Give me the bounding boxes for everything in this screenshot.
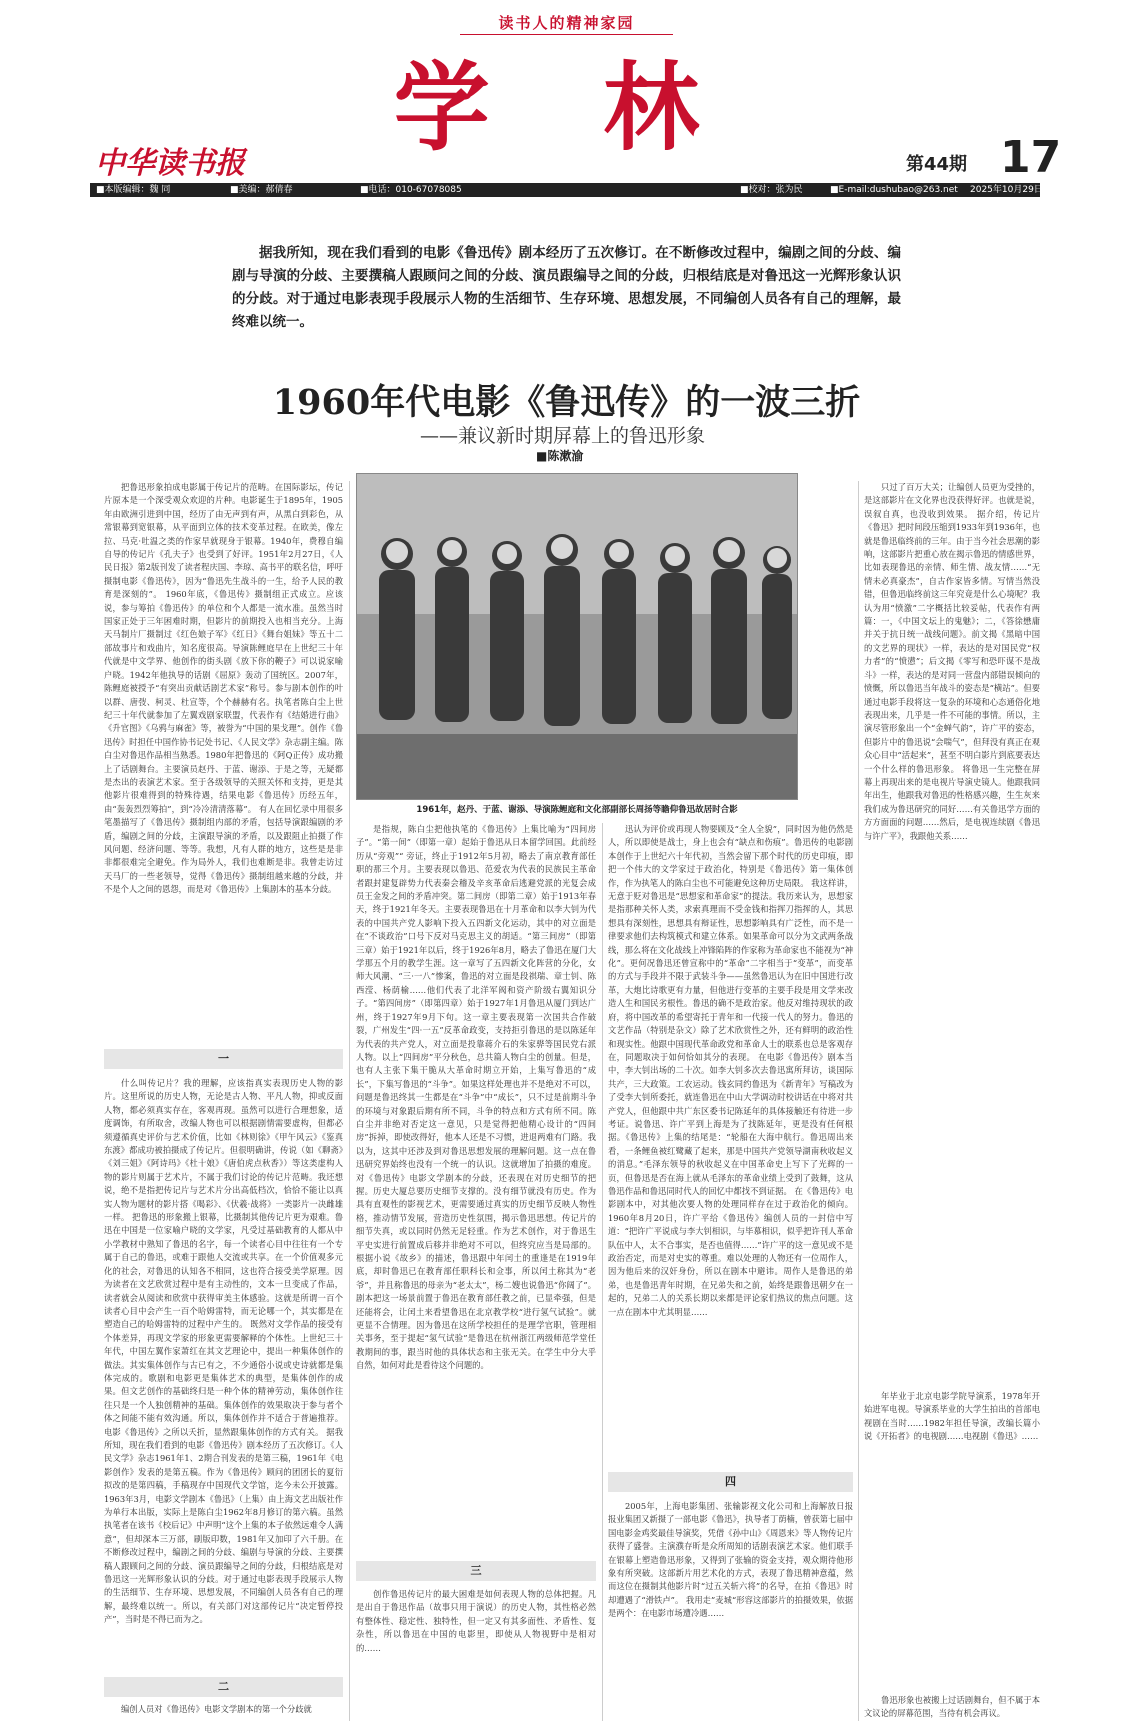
article-lead: 据我所知，现在我们看到的电影《鲁迅传》剧本经历了五次修订。在不断修改过程中，编剧之间的分歧、编剧与导演的分歧、主要撰稿人跟顾问之间的分歧、演员跟编导之间的分歧，归根结底是对鲁迅这一光辉形象认识的分歧。对于通过电影表现手段展示人物的生活细节、生存环境、思想发展，不同编创人员各有自己的理解，最终难以统一。 xyxy=(232,245,901,330)
section-heading-2: 二 xyxy=(104,1677,343,1697)
column-rule xyxy=(602,823,603,1721)
art-editor-credit: ■美编：郝倩春 xyxy=(230,185,293,195)
column-1-middle xyxy=(104,1077,343,1670)
paragraph: 编创人员对《鲁迅传》电影文学剧本的第一个分歧就 xyxy=(121,1704,312,1714)
photo-image xyxy=(357,474,797,799)
section-title: 学 林 xyxy=(393,51,740,164)
column-rule xyxy=(858,481,859,1721)
column-slogan: 读书人的精神家园 xyxy=(498,14,635,32)
slogan-divider xyxy=(460,34,673,35)
article-subtitle: ——兼议新时期屏幕上的鲁迅形象 xyxy=(420,425,706,447)
column-4-middle xyxy=(864,1390,1040,1690)
column-1-top xyxy=(104,481,343,1036)
newspaper-logo: 中华读书报 xyxy=(95,146,245,181)
email-credit: ■E-mail:dushubao@263.net xyxy=(830,185,958,195)
section-heading-4: 四 xyxy=(608,1472,853,1492)
paragraph: 迅认为评价或再现人物要顾及“全人全貌”，同时因为他仍然是人，所以即使是战士，身上也会有“缺点和伤痕”。鲁迅传的电影剧本创作于上世纪六十年代初，当然会留下那个时代的历史印痕，即把一个伟大的文学家过于政治化，特别是《鲁迅传》第一集体创作，作为执笔人的陈白尘也不可能避免这种历史局限。 我这样讲，无意于贬对鲁迅是“思想家和革命家”的提法。我历来认为，思想家是指那种关怀人类，求索真理而不受金钱和指挥刀指挥的人，其思想具有深刻性，思想具有辩证性，思想影响具有广泛性，而不是一律要求他们去构筑模式和建立体系。如果革命可以分为文武两条战线，那么将在文化战线上冲锋陷阵的作家称为革命家也不能视为“神化”。更何况鲁迅还曾宣称中的“革命”二字相当于“变革”，而变革的方式与手段并不限于武装斗争——虽然鲁迅认为在旧中国进行改革，大炮比诗歌更有力量，但他进行变革的主要手段是用文学来改造人生和国民劣根性。鲁迅的确不是政治家。他反对维持现状的政府，将中国改革的希望寄托于青年和一代接一代人的努力。鲁迅的文艺作品（特别是杂文）除了艺术欣赏性之外，还有鲜明的政治性和现实性。他跟中国现代革命政党和革命人士的联系也总是客观存在，同题取决于如何恰如其分的表现。 在电影《鲁迅传》剧本当中，李大钊出场的二十次。如李大钊多次去鲁迅寓所拜访，谈国际共产，三大政策。工农运动。钱玄同约鲁迅为《新青年》写稿改为了受李大钊所委托，就连鲁迅在中山大学调动时校讲话在中将对共产党人，但他跟中共广东区委书记陈延年的具体接触还有待进一步考证。说鲁迅、许广平到上海是为了找陈延年，更是没有任何根据。《鲁迅传》上集的结尾是：“轮船在大海中航行。鲁迅周出来看，一条鲤鱼被红鹭藏了起来，那是中国共产党领导湖南秋收起义的消息。”毛泽东领导的秋收起义在中国革命史上写下了光辉的一页，但鲁迅是否在海上就从毛泽东的革命业绩上受到了鼓舞，这从鲁迅作品和鲁迅同时代人的回忆中都找不到证据。 在《鲁迅传》电影剧本中，对其他次要人物的处理同样存在过于政治化的倾向。1960年8月20日，许广平给《鲁迅传》编创人员的一封信中写道：“把许广平说成与李大钊相识，与毕慕相识，似乎把许刊人革命队伍中人，太不合事实，是否也值得……”许广平的这一意见或不是政治否定，而是对史实的尊重。难以处理的人物还有一位周作人，因为他后来的汉奸身份，所以在剧本中避讳。周作人是鲁迅的弟弟，也是鲁迅青年时期，在兄弟失和之前，始终是跟鲁迅朝夕在一起的，兄弟二人的关系长期以来都是评论家们热议的焦点问题。这一点在剧本中尤其明显…… xyxy=(608,824,853,1317)
column-3-bottom xyxy=(608,1500,853,1718)
paragraph: 只过了百万大关；让编创人员更为受挫的，是这部影片在文化界也没获得好评。也就是说，误叙自真，也没收到效果。 据介绍，传记片《鲁迅》把时间段压缩到1933年到1936年，也就是鲁迅临终前的三年。由于当今社会思潮的影响，这部影片把重心放在揭示鲁迅的情感世界，比如表现鲁迅的亲情、师生情、战友情……“无情未必真豪杰”，自古作家皆多情。写情当然没错，但鲁迅临终前这三年究竟是什么心境呢？我认为用“愤激”二字概括比较妥帖，代表作有两篇：一，《中国文坛上的鬼魅》；二，《答徐懋庸并关于抗日统一战线问题》。前文揭《黑暗中国的文艺界的现状》一样，表达的是对国民党“权力者”的“愤懑”；后文揭《零写和恐吓谋不是战斗》一样，表达的是对同一营盘内部错误倾向的愤慨，所以鲁迅当年战斗的姿态是“横站”。但要通过电影手段将这一复杂的环境和心态通俗化地表现出来，几乎是一件不可能的事情。所以，主演尽管形象出一个“金蝉气韵”，许广平的姿态，但影片中的鲁迅说“会喘气”，但拜没有真正在观众心目中“活起来”，甚至不明白影片到底要表达一个什么样的鲁迅形象。 将鲁迅一生完整在屏幕上再现出来的是电视片导演史镜人。他跟我同年出生，他跟我对鲁迅的性格感兴趣，生生灰来我们成为鲁迅研究的同好……有关鲁迅学方面的方方面面的问题……然后，是电视连续剧《鲁迅与许广平》，我跟他关系…… xyxy=(864,482,1040,841)
paragraph: 年毕业于北京电影学院导演系，1978年开始进军电视。导演系毕业的大学生拍出的首部电视剧在当时……1982年担任导演，改编长篇小说《开拓者》的电视剧……电视剧《鲁迅》…… xyxy=(864,1391,1040,1442)
historical-group-photo xyxy=(356,473,798,800)
column-1-bottom xyxy=(104,1703,343,1719)
column-2-bottom xyxy=(356,1588,596,1718)
credits-bar xyxy=(90,183,1043,197)
paragraph: 鲁迅形象也被搬上过话剧舞台，但不属于本文议论的屏幕范围，当待有机会再议。 xyxy=(864,1695,1040,1719)
issue-date: 2025年10月29日 xyxy=(970,185,1043,195)
paragraph: 创作鲁迅传记片的最大困难是如何表现人物的总体把握。凡是出自于鲁迅作品（故事只用于演说）的历史人物，其性格必然有整体性、稳定性、独特性，但一定又有其多面性、矛盾性、复杂性，所以鲁迅在中国的电影里，即使从人物视野中是相对的…… xyxy=(356,1589,596,1653)
paragraph: 什么叫传记片？我的理解，应该指真实表现历史人物的影片。这里所说的历史人物，无论是古人物、平凡人物，抑或反面人物，都必须真实存在，客观再现。虽然可以进行合理想象，适度调饰，有所取舍，改编人物也可以根据剧情需要虚构，但都必须遵循真史评价与艺术价值，比如《林则徐》《甲午风云》《鉴真东渡》都成功被拍摄成了传记片。但很明确讲，传说（如《聊斋》《刘三姐》《阿诗玛》《杜十娘》《唐伯虎点秋香》）等这类虚构人物的影片则属于艺术片，不属于我们讨论的传记片范畴。我还想说，绝不是指把传记片与艺术片分出高低档次，恰恰不能让以真实人物为题材的影片搭《喝彩》、《伏羲·战将》一类影片一决雌雄一样。 把鲁迅的形象搬上银幕，比摄制其他传记片更为艰难。鲁迅在中国是一位家喻户晓的文学家，凡受过基础教育的人都从中小学教材中熟知了鲁迅的名字，每一个读者心目中往往有一个专属于自己的鲁迅，或难于跟他人交流或共享。在一个价值观多元化的社会，对鲁迅的认知各不相同，这也符合接受美学原理。因为读者在文艺欣赏过程中是有主动性的，文本一旦变成了作品，读者就会从阅读和欣赏中获得审美主体感验。这就是所谓一百个读者心目中会产生一百个哈姆雷特，而无论哪一个，其实都是在塑造自己的哈姆雷特的过程中产生的。 既然对文学作品的接受有个体差异，再现文学家的形象更需要解释的个体性。上世纪三十年代，中国左翼作家萧红在其文艺理论中，提出一种集体创作的做法。其实集体创作与古已有之，不少通俗小说或史诗就都是集体完成的。歌剧和电影更是集体艺术的典型，是集体创作的成果。但文艺创作的基础终归是一种个体的精神劳动，集体创作往往只是一个人独创精神的基础。集体创作的效果取决于参与者个体之间能不能有效沟通。所以，集体创作并不适合于普遍推荐。电影《鲁迅传》之所以夭折，显然跟集体创作的方式有关。 据我所知，现在我们看到的电影《鲁迅传》剧本经历了五次修订。《人民文学》杂志1961年1、2期合刊发表的是第三稿，1961年《电影创作》发表的是第五稿。作为《鲁迅传》顾问的团团长的夏衍拟改的是第四稿，手稿现存中国现代文学馆，迄今未公开披露。1963年3月，电影文学剧本《鲁迅》（上集）由上海文艺出版社作为单行本出版，实际上是陈白尘1962年8月修订的第六稿。虽然执笔者在该书《校后记》中声明“这个上集的本子依然远难令人满意”，但却深本三万部，刷版印数，1981年又加印了六千册。在不断修改过程中，编剧之间的分歧、编剧与导演的分歧、主要撰稿人跟顾问之间的分歧、演员跟编导之间的分歧，归根结底是对鲁迅这一光辉形象认识的分歧。对于通过电影表现手段展示人物的生活细节、生存环境、思想发展，不同编创人员各有自己的理解，最终难以统一。所以，有关部门对这部传记片“决定暂停投产”，当时是不得已而为之。 xyxy=(104,1078,343,1625)
paragraph: 2005年，上海电影集团、张输影视文化公司和上海解放日报报业集团又新摄了一部电影《鲁迅》，执导者丁荫楠，曾获第七届中国电影金鸡奖最佳导演奖，凭借《孙中山》《周恩来》等人物传记片获得了盛誉。主演濮存昕是众所周知的话剧表演艺术家。他们联手在银幕上塑造鲁迅形象，又得到了张输的资金支持，观众期待他形象有所突破。这部新片用艺术化的方式，表现了鲁迅精神意蕴，然而这位在摄制其他影片时“过五关斩六将”的名导，在拍《鲁迅》时却遭遇了“滑铁卢”。 我用走”麦城“形容这部影片的拍摄效果，依据是两个：在电影市场遭冷遇…… xyxy=(608,1501,853,1619)
column-4-top xyxy=(864,481,1040,1381)
issue-number: 第44期 xyxy=(906,154,968,175)
section-heading-3: 三 xyxy=(356,1561,596,1581)
photo-caption: 1961年，赵丹、于蓝、谢添、导演陈鲤庭和文化部副部长周扬等瞻仰鲁迅故居时合影 xyxy=(416,805,738,815)
column-2-top xyxy=(356,823,596,1553)
article-author: ■陈漱渝 xyxy=(536,449,584,463)
column-4-bottom xyxy=(864,1694,1040,1721)
section-heading-1: 一 xyxy=(104,1049,343,1069)
column-rule xyxy=(349,481,350,1721)
phone-credit: ■电话：010-67078085 xyxy=(360,185,462,195)
paragraph: 把鲁迅形象拍成电影属于传记片的范畴。在国际影坛，传记片原本是一个深受观众欢迎的片种。电影诞生于1895年，1905年由欧洲引进到中国，经历了由无声到有声，从黑白到彩色，从常银幕到宽银幕，从平面到立体的技术变革过程。在欧美，像左拉、马克·吐温之类的作家早就现身于银幕。1940年，费穆自编自导的传记片《孔夫子》也受到了好评。1951年2月27日，《人民日报》第2版刊发了读者程庆国、李琼、高书平的联名信，呼吁摄制电影《鲁迅传》，因为“鲁迅先生战斗的一生，给予人民的教育是深刻的”。 1960年底，《鲁迅传》摄制组正式成立。应该说，参与筹拍《鲁迅传》的单位和个人都是一流水准。虽然当时国家正处于三年困难时期，但影片的前期投入也相当充分。上海天马制片厂摄制过《红色娘子军》《红日》《舞台姐妹》等五十二部故事片和戏曲片，知名度很高。导演陈鲤庭早在上世纪三十年代就是中文学界、他创作的街头剧《放下你的鞭子》可以说家喻户晓。1942年他执导的话剧《屈原》轰动了国统区。2007年，陈鲤庭被授予“有突出贡献话剧艺术家”称号。参与剧本创作的叶以群、唐弢、柯灵、杜宣等，个个赫赫有名。执笔者陈白尘上世纪三十年代就参加了左翼戏剧家联盟，代表作有《结婚进行曲》《升官图》《乌鸦与麻雀》等，被誉为“中国的果戈理”。创作《鲁迅传》时担任中国作协书记处书记、《人民文学》杂志副主编。陈白尘对鲁迅作品相当熟悉。1980年把鲁迅的《阿Q正传》成功搬上了话剧舞台。主要演员赵丹、于蓝、谢添、于是之等，无疑都是杰出的表演艺术家。至于各级领导的关照关怀和支持，更是其他影片很难得到的特殊待遇，结果电影《鲁迅传》历经五年，由“轰轰烈烈筹拍”，到“冷冷清清落幕”。 有人在回忆录中用很多笔墨描写了《鲁迅传》摄制组内部的矛盾，包括导演跟编剧的矛盾，编剧之间的分歧，主演跟导演的矛盾，以及跟阻止拍摄了作风问题、经济问题、等等。我想，凡有人群的地方，这些是是非非都很难完全避免。作为局外人，我们也难断是非。我曾走访过天马厂的一些老领导，觉得《鲁迅传》摄制组越来越的分歧，并不是个人之间的恩怨，而是对《鲁迅传》上集剧本的基本分歧。 xyxy=(104,482,343,895)
paragraph: 是指规，陈白尘把他执笔的《鲁迅传》上集比喻为“四间房子”。“第一间”（即第一章）起始于鲁迅从日本留学回国。此前经历从“旁观”“ 旁证，终止于1912年5月初，略去了南京教育部任职的那三个月。主要表现以鲁迅、范爱农为代表的民族民主革命者跟封建复辟势力代表秦会稽及辛亥革命后逃避党派的光复会成员王金发之间的矛盾冲突。第二间房（即第二章）始于1913年春天，终于1921年冬天。主要表现鲁迅在十月革命和以李大钊为代表的中国共产党人影响下投入五四新文化运动，其中的对立面是在“不谈政治”口号下反对马克思主义的胡适。“第三间房”（即第三章）始于1921年以后，终于1926年8月，略去了鲁迅在厦门大学那五个月的教学生涯。这一章写了五四新文化阵营的分化，女师大风潮、“三·一八”惨案，鲁迅的对立面是段祺瑞、章士钊、陈西滢、杨荫榆……他们代表了北洋军阀和资产阶级右翼知识分子。“第四间房”（即第四章）始于1927年1月鲁迅从厦门到达广州，终于1927年9月下旬。这一章主要表现第一次国共合作破裂，广州发生“四·一五”反革命政变，支持拒引鲁迅的是以陈延年为代表的共产党人，对立面是投靠蒋介石的朱家骅等国民党右派人物。以上“四间房”平分秋色，总共篇人物白尘的创量。但是，也有人主张下集干脆从大革命时期立开始，上集写鲁迅的“成长”，下集写鲁迅的“斗争”。如果这样处理也并不是绝对不可以，问题是鲁迅终其一生都是在“斗争”中“成长”，只不过是前期斗争的环境与对象跟后期有所不同，斗争的特点和方式有所不同。陈白尘并非绝对否定这一意见，只是觉得把他精心设计的“四间房”拆掉，即使改得好，他本人还是不习惯，进退两难有门路。我以为，这其中还涉及到对鲁迅思想发展的理解问题。这一点在鲁迅研究界始终也没有一个统一的认识。这就增加了拍摄的难度。 对《鲁迅传》电影文学剧本的分歧，还表现在对历史细节的把握。历史大厦总要历史细节支撑的。没有细节就没有历史。作为具有直观性的影视艺术，更需要通过真实的历史细节反映人物性格，推动情节发展，营造历史性氛围，揭示鲁迅思想。传记片的细节失真，或以同时仍然无足轻重。作为艺术创作，对于鲁迅生平史实进行前置成后移并非绝对不可以，但终究应当是局部的。根据小说《故乡》的描述，鲁迅跟中年闰土的重逢是在1919年底，却时鲁迅已在教育部任职科长和佥事，所以闰土称其为“老爷”，并且称鲁迅的母亲为“老太太”，杨二嫂也说鲁迅“你阔了”。剧本把这一场景前置于鲁迅在教育部任教之前，已显牵强，但是还能将会，让闰土来看望鲁迅在北京教学校“进行氢气试验”。就更显不合情理。因为鲁迅在这所学校担任的是理学官职，管理相关事务，至于提起“氢气试验”是鲁迅在杭州浙江两级师范学堂任教期间的事，跟当时他的具体状态和主张无关。在学生中分大乎自然，如何对此是看待这个问题的。 xyxy=(356,824,596,1371)
proof-credit: ■校对：张为民 xyxy=(740,185,803,195)
article-title: 1960年代电影《鲁迅传》的一波三折 xyxy=(272,382,861,423)
column-3-top xyxy=(608,823,853,1465)
page-number: 17 xyxy=(1000,132,1062,183)
editor-credit: ■本版编辑：魏 同 xyxy=(96,185,171,195)
